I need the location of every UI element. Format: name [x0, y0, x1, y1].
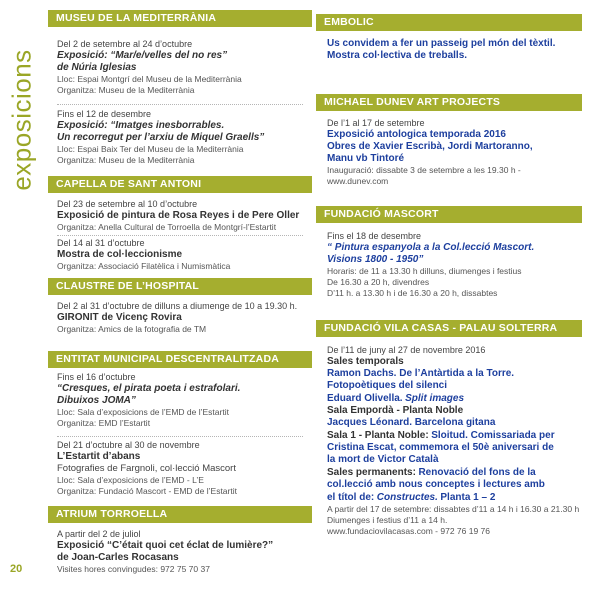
entry-date: Del 14 al 31 d’octubre	[57, 238, 145, 248]
entry-title: “ Pintura espanyola a la Col.lecció Mascort.	[327, 242, 535, 253]
vilacasas-entry	[327, 344, 582, 537]
entry-title: de Joan-Carles Rocasans	[57, 552, 179, 563]
section-title-text: exposicions	[6, 49, 37, 191]
header-entitat: ENTITAT MUNICIPAL DESCENTRALITZADA	[48, 351, 312, 368]
entry-hours: Horaris: de 11 a 13.30 h dilluns, diumenges i festius	[327, 266, 522, 276]
entry-organizer: Organitza: Museu de la Mediterrània	[57, 155, 195, 165]
entry-title: Fotopoètiques del silenci	[327, 380, 448, 391]
capella-entry-1	[57, 198, 312, 233]
entry-title: Dibuixos JOMA”	[57, 395, 136, 406]
entry-title: Exposició de pintura de Rosa Reyes i de Pere Oller	[57, 210, 300, 221]
entry-title: col.lecció amb nous conceptes i lectures amb	[327, 479, 545, 490]
entry-text: Mostra col·lectiva de treballs.	[327, 50, 468, 61]
entry-info: Inauguració: dissabte 3 de setembre a les 19.30 h - www.dunev.com	[327, 165, 521, 186]
entry-hours: Diumenges i festius d’11 a 14 h.	[327, 515, 448, 525]
header-embolic: EMBOLIC	[316, 14, 582, 31]
page-number: 20	[10, 563, 23, 575]
capella-entry-2	[57, 237, 312, 272]
entry-hours: A partir del 17 de setembre: dissabtes d’11 a 14 h i 16.30 a 21.30 h	[327, 504, 580, 514]
entry-date: Fins el 16 d’octubre	[57, 372, 136, 382]
entry-title: L’Estartit d’abans	[57, 451, 141, 462]
entry-title: Un recorregut per l’arxiu de Miquel Graells”	[57, 132, 265, 143]
entry-title: Cristina Escat, commemora el 50è aniversari de	[327, 442, 554, 453]
entry-organizer: Organitza: Associació Filatèlica i Numismàtica	[57, 261, 231, 271]
entry-location: Lloc: Espai Baix Ter del Museu de la Mediterrània	[57, 144, 244, 154]
entitat-entry-2	[57, 439, 312, 497]
atrium-entry-1	[57, 528, 312, 575]
entry-organizer: Organitza: EMD l’Estartit	[57, 418, 151, 428]
entry-title: Ramon Dachs. De l’Antàrtida a la Torre.	[327, 368, 515, 379]
entry-organizer: Organitza: Anella Cultural de Torroella de Montgrí-l’Estartit	[57, 222, 277, 232]
embolic-entry	[327, 38, 582, 62]
entry-title: Exposició “C’était quoi cet éclat de lumière?”	[57, 540, 274, 551]
entry-date: De l’1 al 17 de setembre	[327, 118, 425, 128]
entry-visits: Visites hores convingudes: 972 75 70 37	[57, 564, 210, 574]
header-museu: MUSEU DE LA MEDITERRÀNIA	[48, 10, 312, 27]
entry-title: Exposició antologica temporada 2016	[327, 129, 506, 140]
museu-entry-2	[57, 108, 312, 166]
museu-entry-1	[57, 38, 312, 96]
entry-title: la mort de Victor Català	[327, 454, 439, 465]
entry-date: Del 21 d’octubre al 30 de novembre	[57, 440, 200, 450]
entry-organizer: Organitza: Museu de la Mediterrània	[57, 85, 195, 95]
entry-date: Del 23 de setembre al 10 d’octubre	[57, 199, 198, 209]
room-label: Sala Empordà - Planta Noble	[327, 405, 464, 416]
header-dunev: MICHAEL DUNEV ART PROJECTS	[316, 94, 582, 111]
entry-title: Eduard Olivella.	[327, 393, 403, 404]
entry-date: Fins el 18 de desembre	[327, 231, 422, 241]
room-label: Sales permanents:	[327, 467, 416, 478]
divider	[57, 235, 303, 236]
entry-contact: www.fundaciovilacasas.com - 972 76 19 76	[327, 526, 491, 536]
entry-title: “Cresques, el pirata poeta i estrafolari.	[57, 383, 241, 394]
entry-title: Mostra de col·leccionisme	[57, 249, 183, 260]
entry-title: de Núria Iglesias	[57, 62, 137, 73]
divider	[57, 104, 303, 105]
entry-title: el títol de:	[327, 492, 375, 503]
entry-title: Manu vb Tintoré	[327, 153, 405, 164]
entry-date: Del 2 de setembre al 24 d’octubre	[57, 39, 193, 49]
section-title	[4, 40, 40, 200]
entry-title: GIRONIT de Vicenç Rovira	[57, 312, 182, 323]
entry-location: Lloc: Sala d’exposicions de l’EMD de l’Estartit	[57, 407, 229, 417]
header-atrium: ATRIUM TORROELLA	[48, 506, 312, 523]
entry-date: A partir del 2 de juliol	[57, 529, 141, 539]
room-label: Sales temporals	[327, 356, 404, 367]
mascort-entry	[327, 230, 582, 299]
entry-title: Jacques Léonard. Barcelona gitana	[327, 417, 496, 428]
entry-organizer: Organitza: Fundació Mascort - EMD de l’Estartit	[57, 486, 237, 496]
divider	[57, 436, 303, 437]
entry-title-italic: Split images	[405, 393, 465, 404]
entry-title: Exposició: “Mar/e/velles del no res”	[57, 50, 228, 61]
entry-location: Lloc: Espai Montgrí del Museu de la Mediterrània	[57, 74, 242, 84]
header-vilacasas: FUNDACIÓ VILA CASAS - PALAU SOLTERRA	[316, 320, 582, 337]
entry-date: Del 2 al 31 d’octubre de dilluns a diumenge de 10 a 19.30 h.	[57, 301, 298, 311]
header-mascort: FUNDACIÓ MASCORT	[316, 206, 582, 223]
room-label: Sala 1 - Planta Noble:	[327, 430, 429, 441]
entry-text: Us convidem a fer un passeig pel món del tèxtil.	[327, 38, 556, 49]
entry-title-italic: Constructes.	[376, 492, 438, 503]
entry-title: Visions 1800 - 1950”	[327, 254, 424, 265]
header-claustre: CLAUSTRE DE L’HOSPITAL	[48, 278, 312, 295]
dunev-entry	[327, 117, 582, 187]
entry-title: Planta 1 – 2	[440, 492, 496, 503]
entry-hours: De 16.30 a 20 h, divendres	[327, 277, 430, 287]
header-capella: CAPELLA DE SANT ANTONI	[48, 176, 312, 193]
entry-title: Sloitud. Comissariada per	[431, 430, 555, 441]
entitat-entry-1	[57, 371, 312, 429]
entry-organizer: Organitza: Amics de la fotografia de TM	[57, 324, 207, 334]
entry-title: Exposició: “Imatges inesborrables.	[57, 120, 225, 131]
entry-title: Obres de Xavier Escribà, Jordi Martoranno,	[327, 141, 533, 152]
entry-subtitle: Fotografies de Fargnoli, col·lecció Mascort	[57, 463, 236, 474]
entry-date: De l’11 de juny al 27 de novembre 2016	[327, 345, 486, 355]
claustre-entry-1	[57, 300, 312, 335]
entry-date: Fins el 12 de desembre	[57, 109, 152, 119]
entry-hours: D’11 h. a 13.30 h i de 16.30 a 20 h, dissabtes	[327, 288, 498, 298]
entry-title: Renovació del fons de la	[418, 467, 536, 478]
entry-location: Lloc: Sala d’exposicions de l’EMD - L’E	[57, 475, 204, 485]
